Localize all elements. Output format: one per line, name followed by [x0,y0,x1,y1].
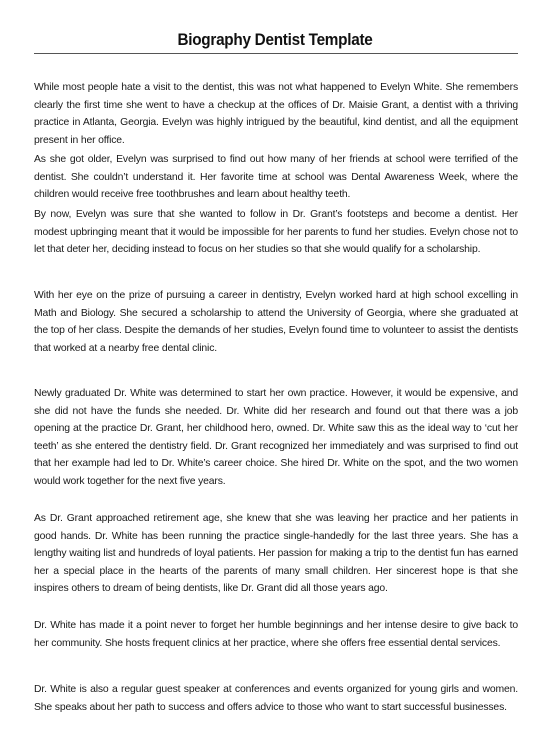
paragraph-1: While most people hate a visit to the dentist, this was not what happened to Evelyn White. She remembers clearly the first time she went to have a checkup at the offices of Dr. Maisie Grant, a dentist with a thriving practice in Atlanta, Georgia. Evelyn was highly intrigued by the beautiful, kind dentist, and all the equipment present in her office. [34,82,518,146]
paragraph-6: As Dr. Grant approached retirement age, she knew that she was leaving her practice and her patients in good hands. Dr. White has been running the practice single-handedly for the last three years. She has a lengthy waiting list and hundreds of loyal patients. Her passion for making a trip to the dentist fun has earned her a special place in the hearts of the parents of many small children. Her sincerest hope is that she inspires others to dream of being dentists, like Dr. Grant did all those years ago. [34,513,518,595]
document-title: Biography Dentist Template [177,30,373,49]
paragraph-7: Dr. White has made it a point never to forget her humble beginnings and her intense desire to give back to her community. She hosts frequent clinics at her practice, where she offers free essential dental services. [34,620,518,649]
title-underline [34,53,518,54]
paragraph-4: With her eye on the prize of pursuing a career in dentistry, Evelyn worked hard at high school excelling in Math and Biology. She secured a scholarship to attend the University of Georgia, where she graduated at the top of her class. Despite the demands of her studies, Evelyn found time to volunteer to assist the dentists that worked at a nearby free dental clinic. [34,290,518,354]
paragraph-3: By now, Evelyn was sure that she wanted to follow in Dr. Grant’s footsteps and become a dentist. Her modest upbringing meant that it would be impossible for her parents to fund her studies. Evelyn chose not to let that deter her, deciding instead to focus on her studies so that she would qualify for a scholarship. [34,209,518,256]
paragraph-5: Newly graduated Dr. White was determined to start her own practice. However, it would be expensive, and she did not have the funds she needed. Dr. White did her research and found out that there was a job opening at the practice Dr. Grant, her childhood hero, owned. Dr. White saw this as the ideal way to ‘cut her teeth’ as she entered the dentistry field. Dr. Grant recognized her immediately and was surprised to find out that her example had led to Dr. White’s career choice. She hired Dr. White on the spot, and the two women would work together for the next five years. [34,388,518,487]
paragraph-8: Dr. White is also a regular guest speaker at conferences and events organized for young girls and women. She speaks about her path to success and offers advice to those who want to start successful businesses. [34,684,518,713]
paragraph-2: As she got older, Evelyn was surprised to find out how many of her friends at school were terrified of the dentist. She couldn’t understand it. Her favorite time at school was Dental Awareness Week, where the children would receive free toothbrushes and learn about healthy teeth. [34,154,518,201]
